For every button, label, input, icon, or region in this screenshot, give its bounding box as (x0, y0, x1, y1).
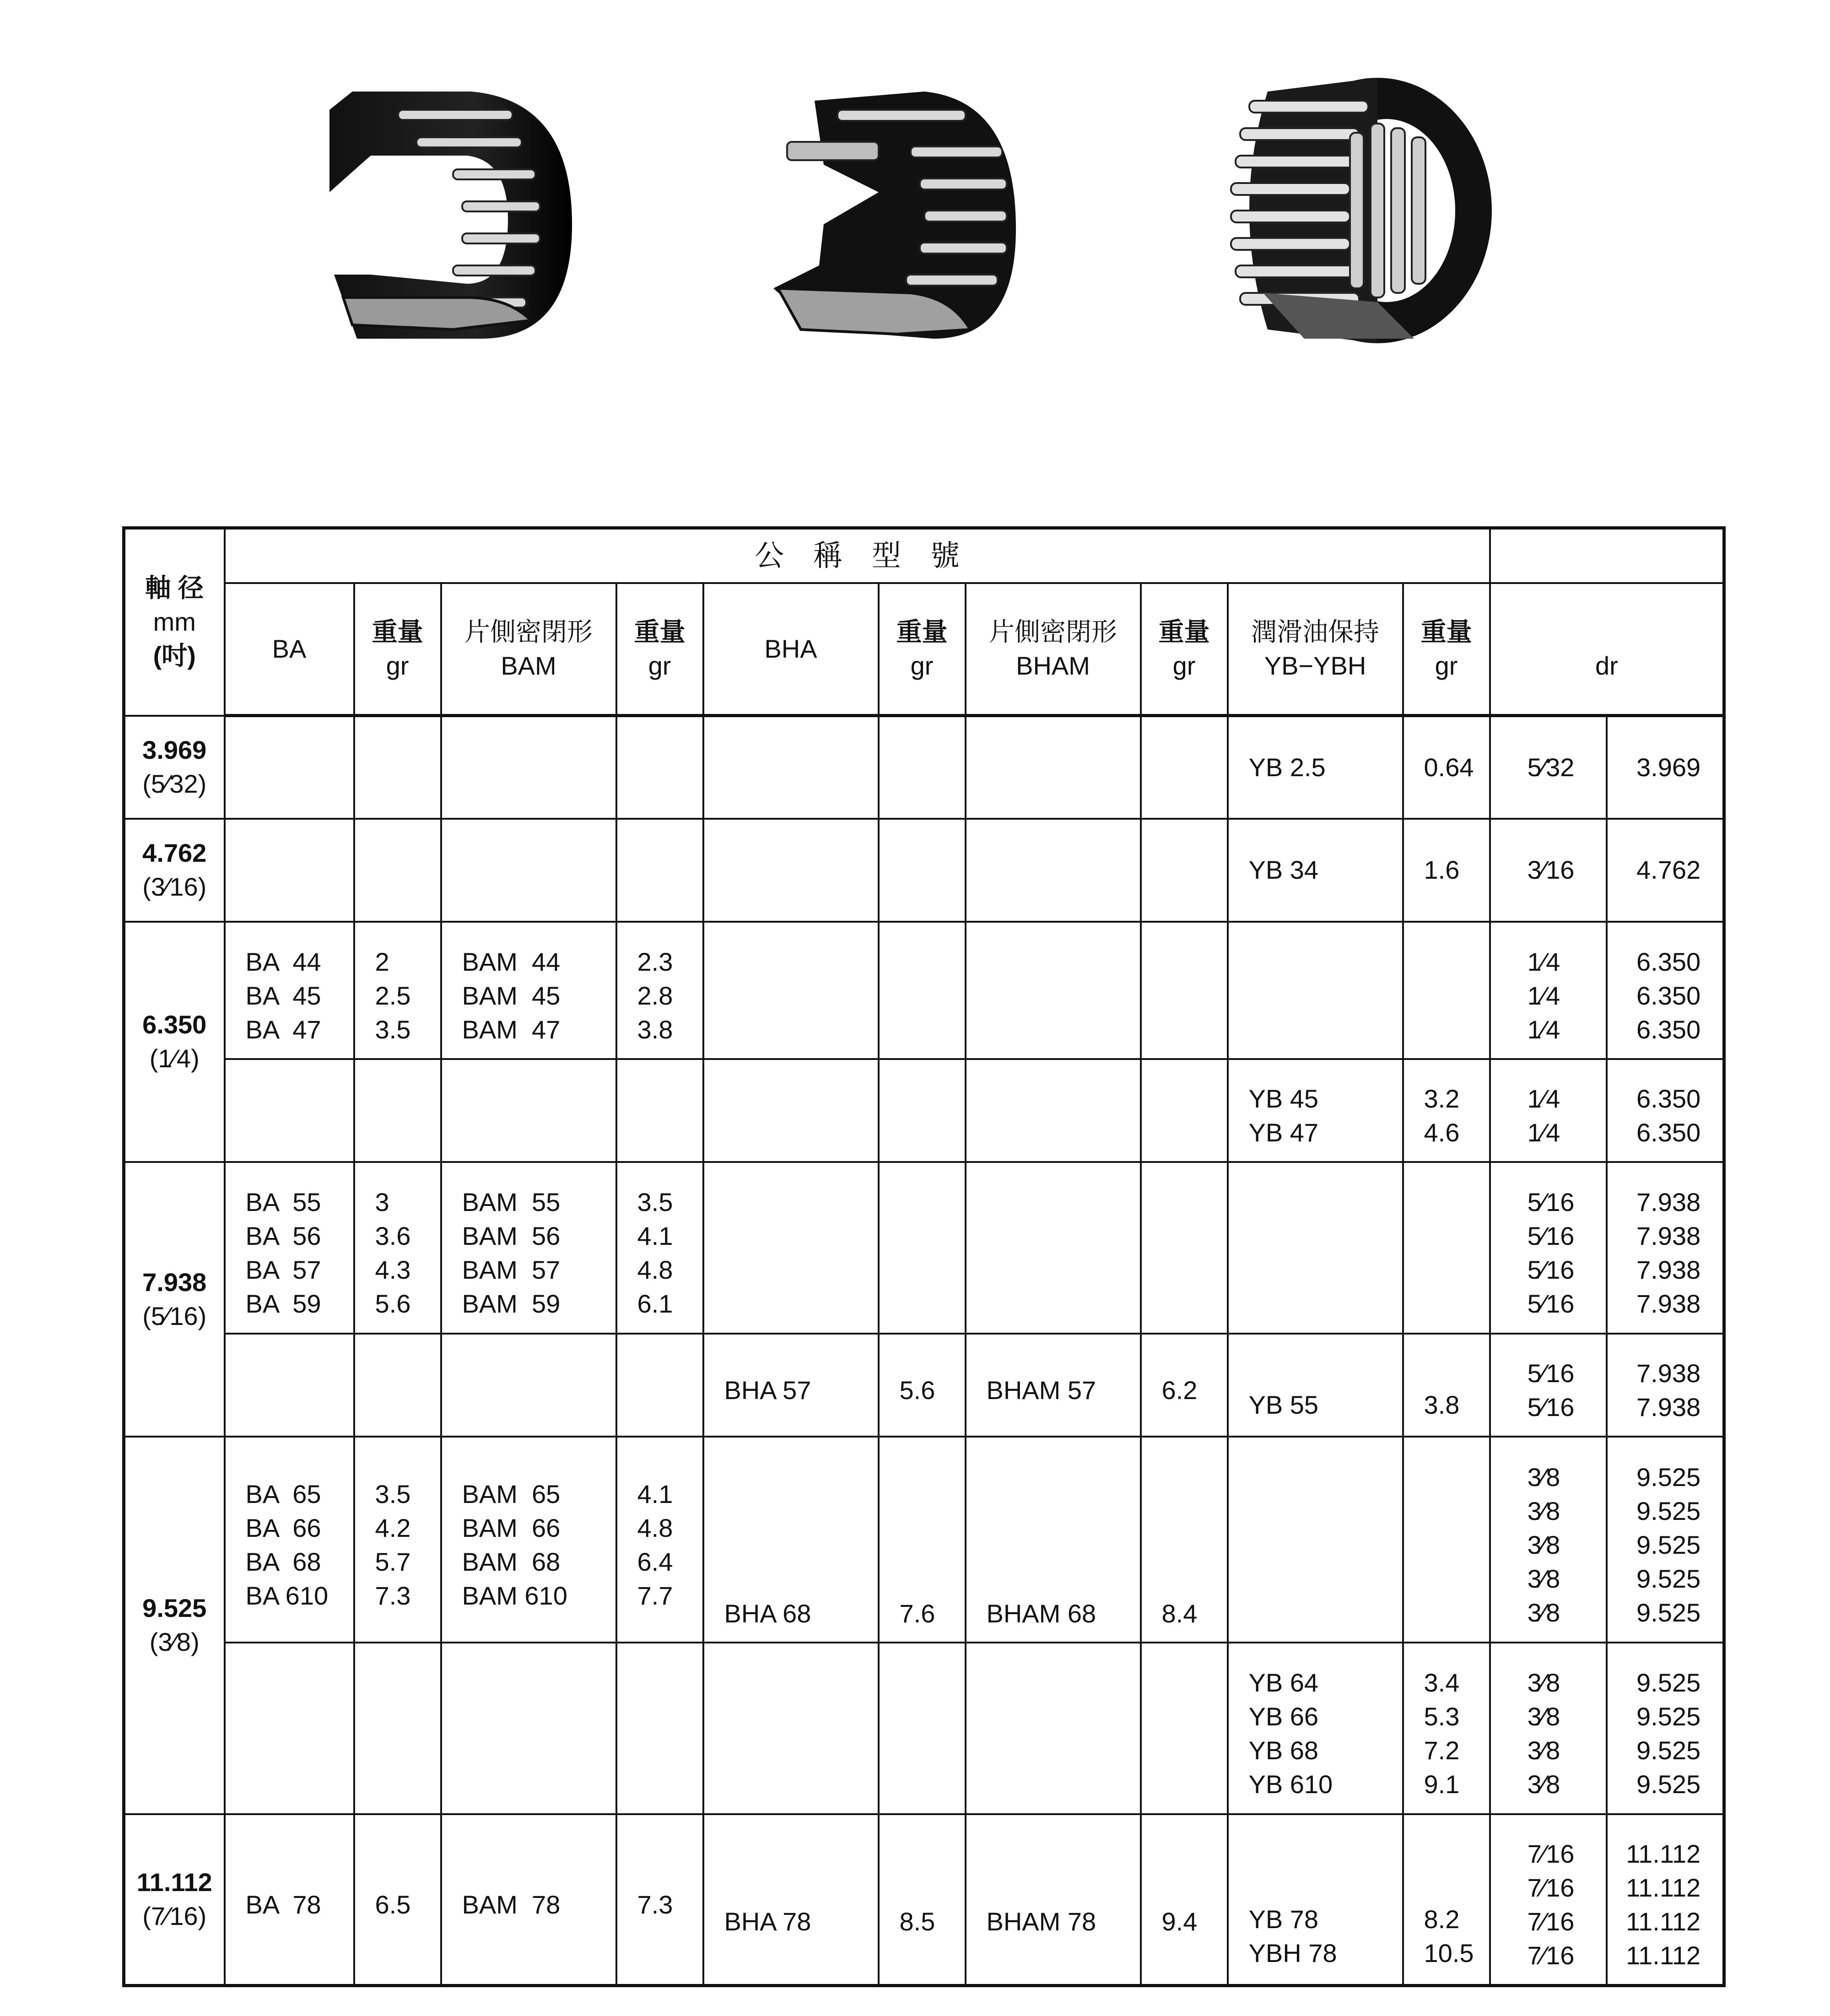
bha-cell (703, 1059, 879, 1162)
ba-weight-cell: 6.5 (354, 1814, 441, 1986)
yb-weight-cell: 3.2 4.6 (1403, 1059, 1490, 1162)
yb-weight-cell: 0.64 (1403, 716, 1490, 819)
table-row (124, 716, 1724, 819)
yb-weight-cell: 8.2 10.5 (1403, 1814, 1490, 1986)
shaft-diameter-cell: 6.350 (1⁄4) (124, 922, 225, 1162)
bha-cell: BHA 68 (703, 1437, 879, 1643)
bha-cell (703, 1162, 879, 1334)
bam-weight-cell (616, 819, 703, 922)
shaft-header-unit-mm: mm (153, 607, 196, 637)
column-header: 潤滑油保持 YB−YBH (1228, 583, 1403, 716)
bam-cell (441, 1334, 616, 1437)
yb-cell: YB 45 YB 47 (1228, 1059, 1403, 1162)
ba-drawn-cup-bearing-icon (316, 82, 590, 348)
dr-mm-cell: 7.938 7.938 7.938 7.938 (1607, 1162, 1724, 1334)
table-row (124, 819, 1724, 922)
shaft-header-unit-inch: (吋) (153, 641, 196, 670)
ba-weight-cell: 3.5 4.2 5.7 7.3 (354, 1437, 441, 1643)
bearing-spec-table (122, 526, 1726, 1987)
yb-cell: YB 34 (1228, 819, 1403, 922)
bham-cell: BHAM 68 (966, 1437, 1141, 1643)
bam-weight-cell: 2.3 2.8 3.8 (616, 922, 703, 1059)
shaft-diameter-cell: 3.969 (5⁄32) (124, 716, 225, 819)
bham-cell: BHAM 57 (966, 1334, 1141, 1437)
table-row (124, 1437, 1724, 1643)
dr-inch-cell: 5⁄32 (1490, 716, 1607, 819)
dr-inch-cell: 5⁄16 5⁄16 (1490, 1334, 1607, 1437)
dr-mm-cell: 6.350 6.350 (1607, 1059, 1724, 1162)
yb-weight-cell (1403, 1437, 1490, 1643)
shaft-diameter-cell: 11.112 (7⁄16) (124, 1814, 225, 1986)
bha-cell (703, 922, 879, 1059)
column-header: BHA (703, 583, 879, 716)
ba-weight-cell (354, 1059, 441, 1162)
ba-cell (225, 716, 354, 819)
dr-inch-cell: 1⁄4 1⁄4 1⁄4 (1490, 922, 1607, 1059)
column-header: 重量 gr (1141, 583, 1228, 716)
yb-weight-cell: 3.4 5.3 7.2 9.1 (1403, 1643, 1490, 1814)
ba-cell: BA 65 BA 66 BA 68 BA 610 (225, 1437, 354, 1643)
ba-cell: BA 78 (225, 1814, 354, 1986)
column-header: 重量 gr (879, 583, 966, 716)
bam-cell: BAM 78 (441, 1814, 616, 1986)
table-row (124, 922, 1724, 1059)
table-row (124, 1162, 1724, 1334)
column-header-row (124, 583, 1724, 716)
ba-weight-cell: 3 3.6 4.3 5.6 (354, 1162, 441, 1334)
ba-cell (225, 819, 354, 922)
column-header: 重量 gr (354, 583, 441, 716)
dr-mm-cell: 7.938 7.938 (1607, 1334, 1724, 1437)
bham-cell (966, 1643, 1141, 1814)
group-header-row (124, 528, 1724, 583)
ba-cell (225, 1643, 354, 1814)
shaft-diameter-header (124, 528, 225, 716)
bham-weight-cell (1141, 1643, 1228, 1814)
dr-mm-cell: 3.969 (1607, 716, 1724, 819)
yb-weight-cell: 1.6 (1403, 819, 1490, 922)
ba-weight-cell (354, 1334, 441, 1437)
ba-cell: BA 44 BA 45 BA 47 (225, 922, 354, 1059)
dr-mm-cell: 9.525 9.525 9.525 9.525 (1607, 1643, 1724, 1814)
bam-cell: BAM 55 BAM 56 BAM 57 BAM 59 (441, 1162, 616, 1334)
bam-cell (441, 819, 616, 922)
bham-weight-cell (1141, 922, 1228, 1059)
shaft-diameter-cell: 4.762 (3⁄16) (124, 819, 225, 922)
column-header: 片側密閉形 BHAM (966, 583, 1141, 716)
bam-weight-cell: 4.1 4.8 6.4 7.7 (616, 1437, 703, 1643)
shaft-header-label: 軸 径 (145, 573, 204, 603)
bha-cell: BHA 57 (703, 1334, 879, 1437)
bam-weight-cell (616, 1059, 703, 1162)
bham-cell (966, 922, 1141, 1059)
bham-cell (966, 819, 1141, 922)
dr-inch-cell: 3⁄8 3⁄8 3⁄8 3⁄8 3⁄8 (1490, 1437, 1607, 1643)
bam-cell: BAM 44 BAM 45 BAM 47 (441, 922, 616, 1059)
bha-weight-cell: 5.6 (879, 1334, 966, 1437)
bham-cell: BHAM 78 (966, 1814, 1141, 1986)
table-row (124, 1643, 1724, 1814)
yb-weight-cell (1403, 1162, 1490, 1334)
bha-weight-cell (879, 716, 966, 819)
dr-group-header (1490, 528, 1724, 583)
dr-mm-cell: 9.525 9.525 9.525 9.525 9.525 (1607, 1437, 1724, 1643)
ba-cell (225, 1059, 354, 1162)
bham-weight-cell (1141, 716, 1228, 819)
yb-cell (1228, 922, 1403, 1059)
nominal-model-group-header: 公 稱 型 號 (225, 528, 1490, 583)
bha-weight-cell (879, 922, 966, 1059)
dr-inch-cell: 3⁄8 3⁄8 3⁄8 3⁄8 (1490, 1643, 1607, 1814)
ba-cell (225, 1334, 354, 1437)
column-header: 重量 gr (616, 583, 703, 716)
bha-cell: BHA 78 (703, 1814, 879, 1986)
ba-weight-cell (354, 819, 441, 922)
bham-weight-cell: 8.4 (1141, 1437, 1228, 1643)
dr-inch-cell: 3⁄16 (1490, 819, 1607, 922)
bha-drawn-cup-bearing-icon (760, 73, 1034, 348)
bham-cell (966, 716, 1141, 819)
dr-inch-cell: 5⁄16 5⁄16 5⁄16 5⁄16 (1490, 1162, 1607, 1334)
yb-caged-bearing-icon (1213, 73, 1506, 348)
bha-weight-cell (879, 1643, 966, 1814)
bha-cell (703, 716, 879, 819)
bha-cell (703, 819, 879, 922)
bha-cell (703, 1643, 879, 1814)
dr-mm-cell: 4.762 (1607, 819, 1724, 922)
bam-cell (441, 1059, 616, 1162)
column-header: BA (225, 583, 354, 716)
ba-weight-cell: 2 2.5 3.5 (354, 922, 441, 1059)
dr-inch-cell: 7⁄16 7⁄16 7⁄16 7⁄16 (1490, 1814, 1607, 1986)
bam-cell: BAM 65 BAM 66 BAM 68 BAM 610 (441, 1437, 616, 1643)
bam-weight-cell (616, 1643, 703, 1814)
dr-column-header: dr (1490, 583, 1724, 716)
bha-weight-cell (879, 1059, 966, 1162)
table-row (124, 1814, 1724, 1986)
bha-weight-cell: 8.5 (879, 1814, 966, 1986)
yb-cell: YB 64 YB 66 YB 68 YB 610 (1228, 1643, 1403, 1814)
bam-weight-cell (616, 716, 703, 819)
yb-cell: YB 2.5 (1228, 716, 1403, 819)
yb-cell: YB 78 YBH 78 (1228, 1814, 1403, 1986)
bam-cell (441, 1643, 616, 1814)
bham-weight-cell: 6.2 (1141, 1334, 1228, 1437)
bha-weight-cell: 7.6 (879, 1437, 966, 1643)
yb-weight-cell (1403, 922, 1490, 1059)
bham-weight-cell (1141, 1162, 1228, 1334)
ba-weight-cell (354, 716, 441, 819)
bham-weight-cell: 9.4 (1141, 1814, 1228, 1986)
bam-weight-cell: 7.3 (616, 1814, 703, 1986)
bam-weight-cell (616, 1334, 703, 1437)
bam-cell (441, 716, 616, 819)
column-header: 片側密閉形 BAM (441, 583, 616, 716)
bam-weight-cell: 3.5 4.1 4.8 6.1 (616, 1162, 703, 1334)
dr-mm-cell: 11.112 11.112 11.112 11.112 (1607, 1814, 1724, 1986)
yb-cell: YB 55 (1228, 1334, 1403, 1437)
bham-weight-cell (1141, 1059, 1228, 1162)
dr-mm-cell: 6.350 6.350 6.350 (1607, 922, 1724, 1059)
yb-cell (1228, 1162, 1403, 1334)
ba-cell: BA 55 BA 56 BA 57 BA 59 (225, 1162, 354, 1334)
bha-weight-cell (879, 1162, 966, 1334)
column-header: 重量 gr (1403, 583, 1490, 716)
yb-cell (1228, 1437, 1403, 1643)
shaft-diameter-cell: 7.938 (5⁄16) (124, 1162, 225, 1437)
table-row (124, 1334, 1724, 1437)
table-row (124, 1059, 1724, 1162)
yb-weight-cell: 3.8 (1403, 1334, 1490, 1437)
ba-weight-cell (354, 1643, 441, 1814)
bham-weight-cell (1141, 819, 1228, 922)
shaft-diameter-cell: 9.525 (3⁄8) (124, 1437, 225, 1814)
dr-inch-cell: 1⁄4 1⁄4 (1490, 1059, 1607, 1162)
bham-cell (966, 1162, 1141, 1334)
bham-cell (966, 1059, 1141, 1162)
bha-weight-cell (879, 819, 966, 922)
